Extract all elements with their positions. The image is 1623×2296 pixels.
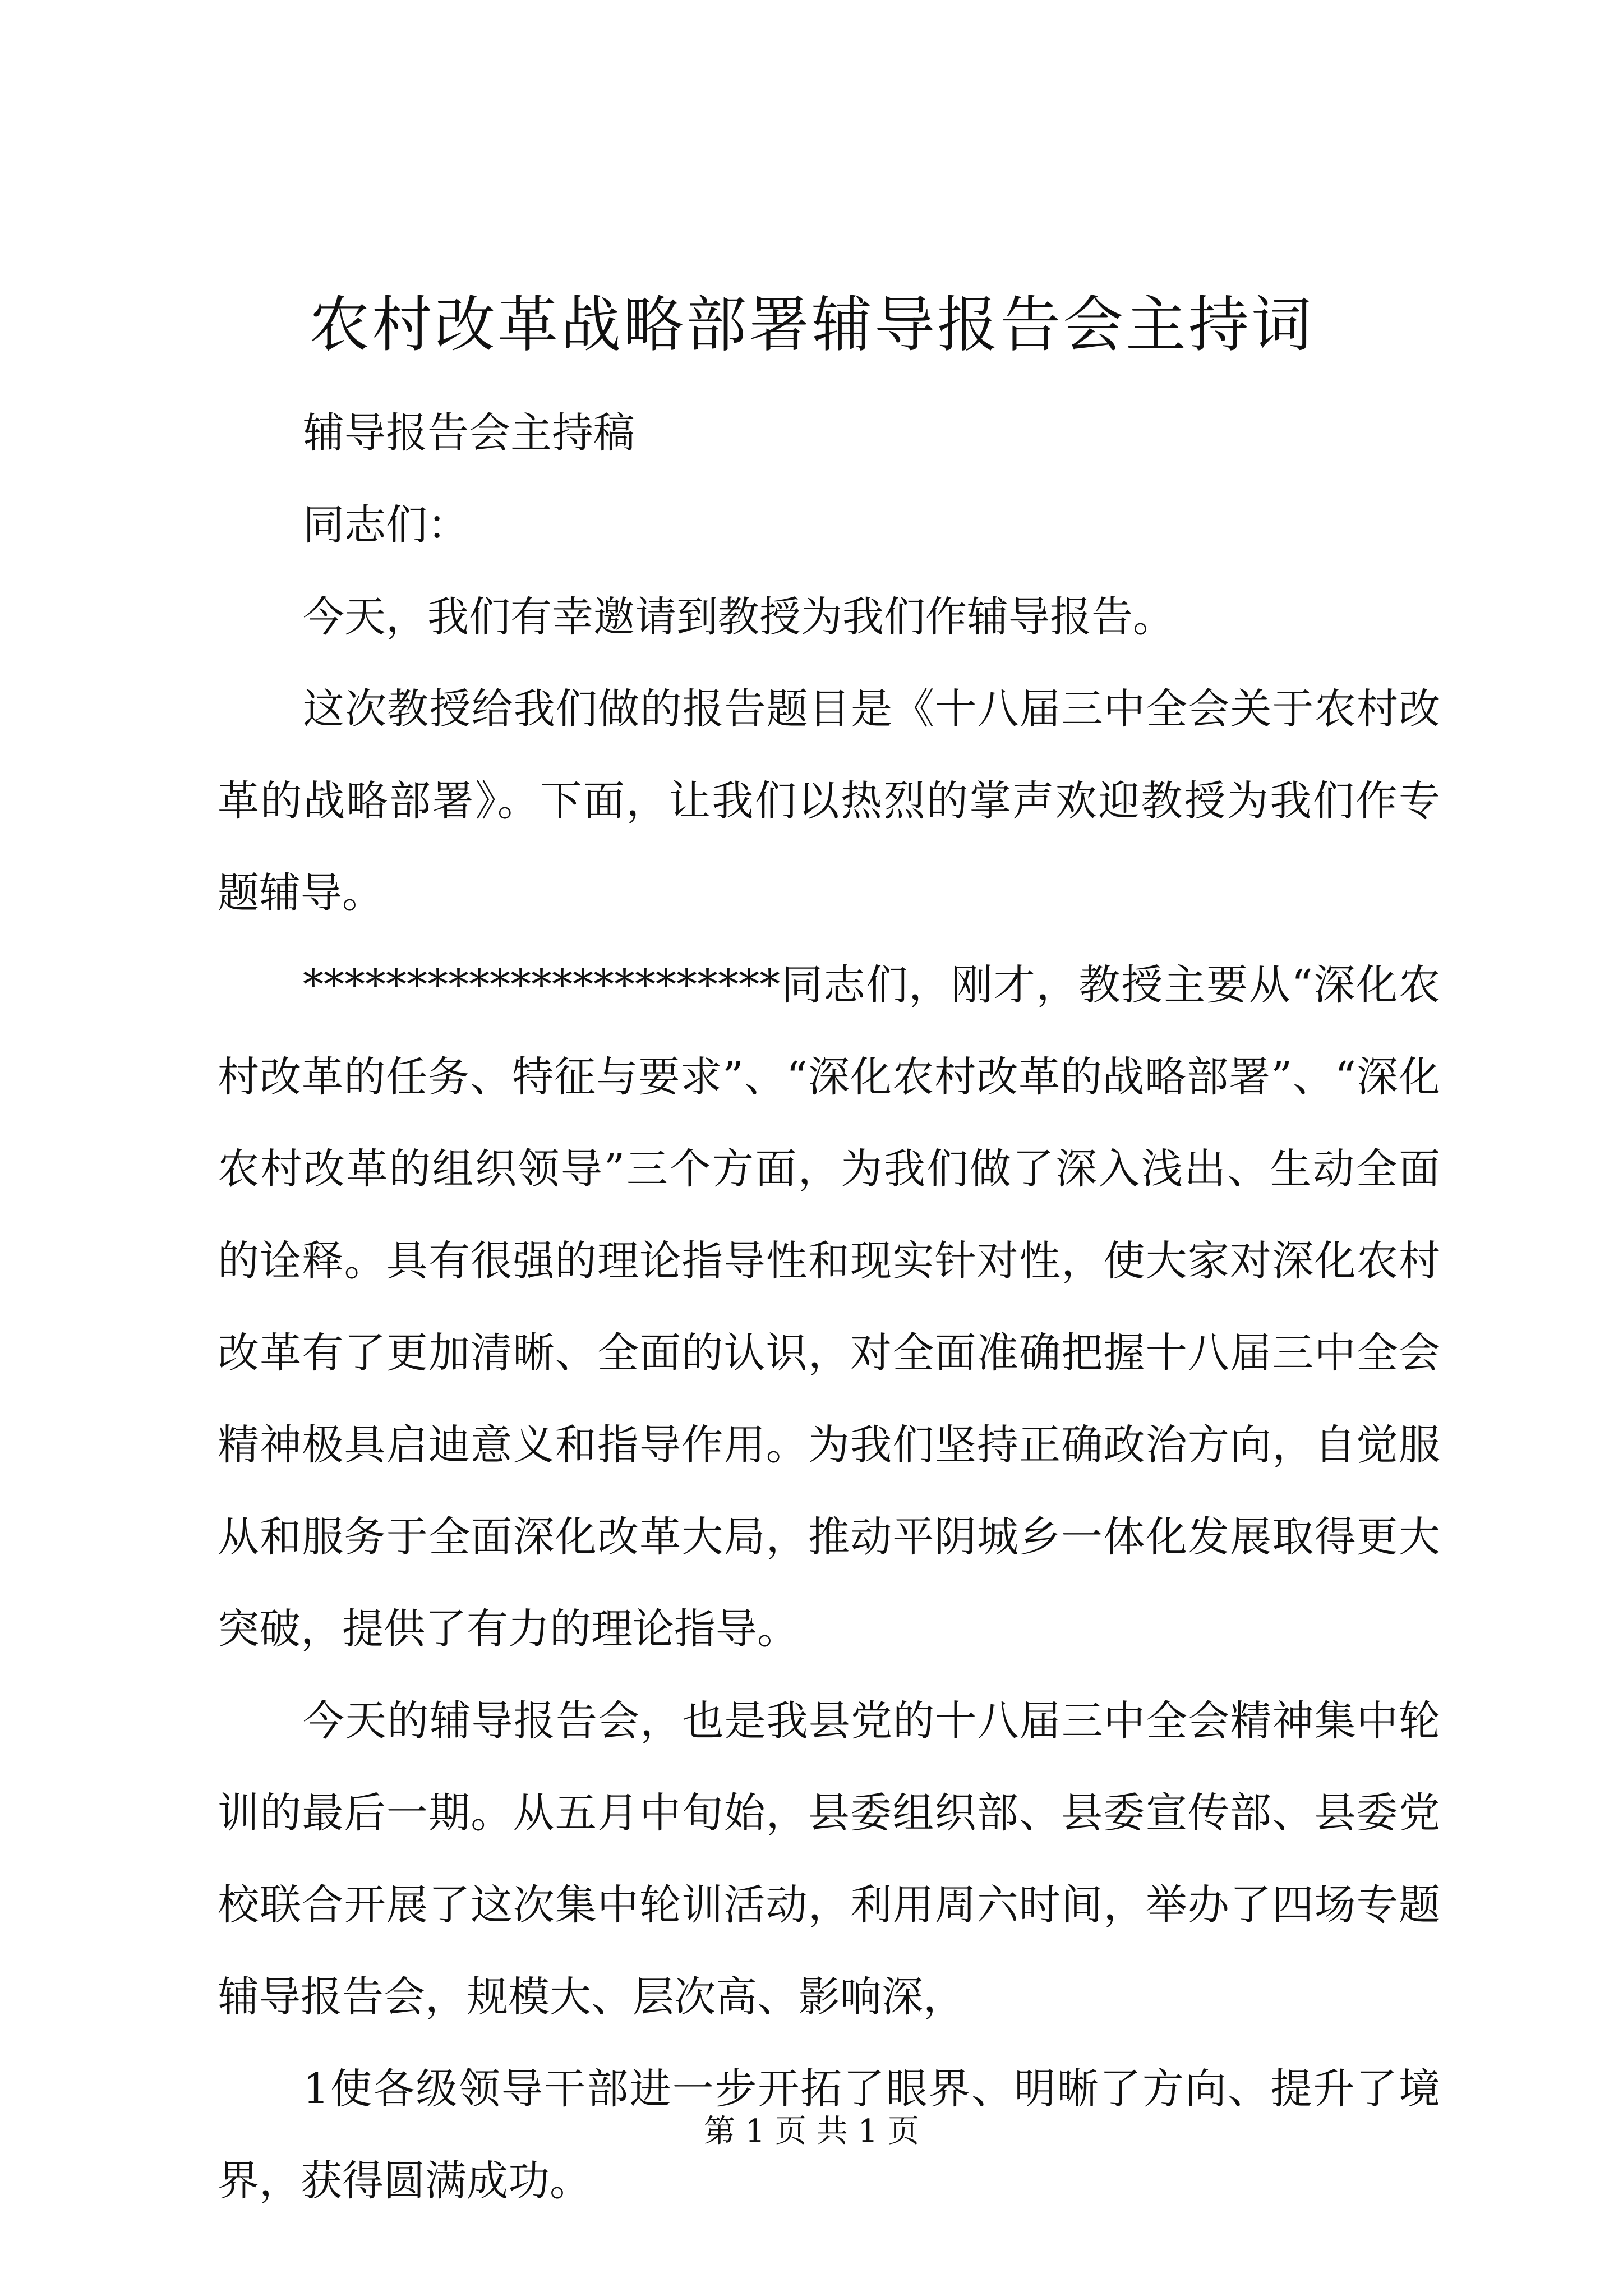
document-title: 农村改革战略部署辅导报告会主持词 [308,290,1314,360]
document-body [218,387,1440,2227]
paragraph-subtitle: 辅导报告会主持稿 [303,409,635,457]
paragraph-conclusion: 1使各级领导干部进一步开拓了眼界、明晰了方向、提升了境界，获得圆满成功。 [218,2065,1440,2205]
paragraph-salutation: 同志们： [303,501,469,549]
page-footer: 第 1 页 共 1 页 [703,2113,920,2150]
paragraph-summary: ***********************同志们，刚才，教授主要从“深化农村改革的任务、特征与要求”、“深化农村改革的战略部署”、“深化农村改革的组织领导”三个方面，为我们做了深入浅出、生动全面的诠释。具有很强的理论指导性和现实针对性，使大家对深化农村改革有了更加清晰、全面的认识，对全面准确把握十八届三中全会精神极具启迪意义和指导作用。为我们坚持正确政治方向，自觉服从和服务于全面深化改革大局，推动平阴城乡一体化发展取得更大突破，提供了有力的理论指导。 [218,961,1440,1653]
paragraph-intro: 今天，我们有幸邀请到教授为我们作辅导报告。 [303,593,1174,641]
paragraph-report-topic: 这次教授给我们做的报告题目是《十八届三中全会关于农村改革的战略部署》。下面，让我们以热烈的掌声欢迎教授为我们作专题辅导。 [218,685,1440,917]
paragraph-training: 今天的辅导报告会，也是我县党的十八届三中全会精神集中轮训的最后一期。从五月中旬始，县委组织部、县委宣传部、县委党校联合开展了这次集中轮训活动，利用周六时间，举办了四场专题辅导报告会，规模大、层次高、影响深， [218,1697,1440,2021]
